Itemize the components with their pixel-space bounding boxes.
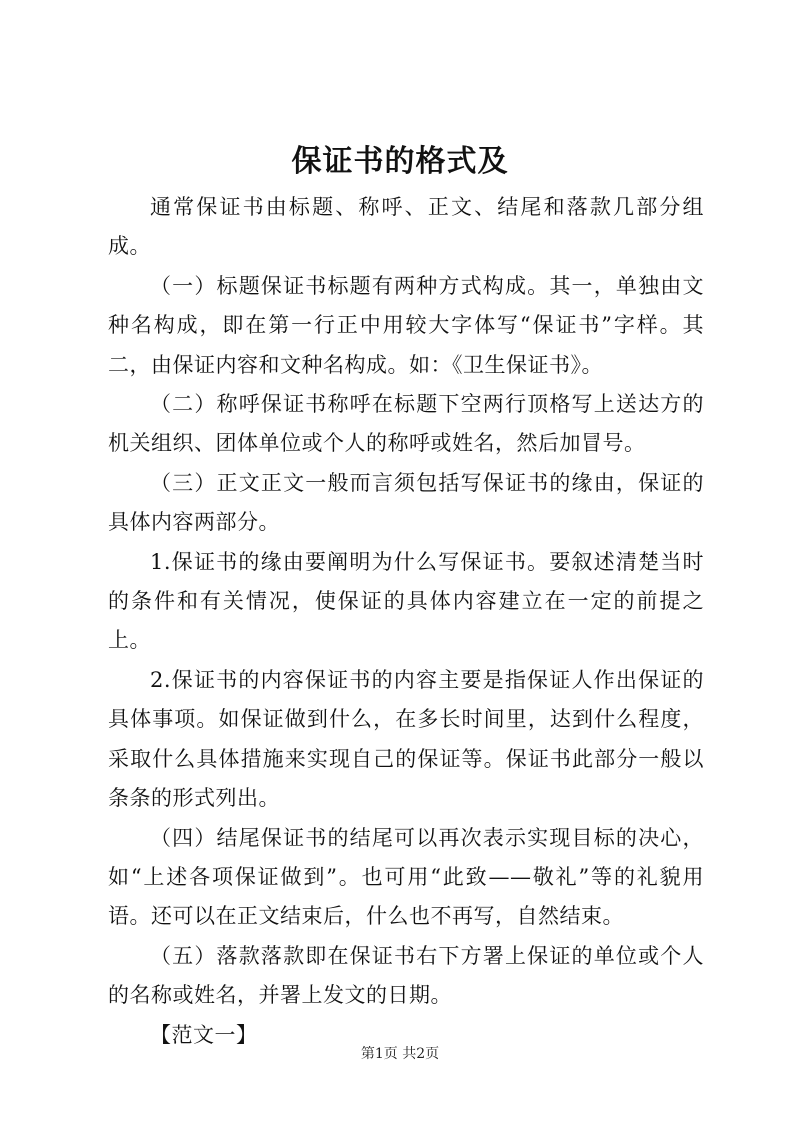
document-title: 保证书的格式及 [291,144,509,179]
paragraph-salutation-section: （二）称呼保证书称呼在标题下空两行顶格写上送达方的机关组织、团体单位或个人的称呼或姓名，然后加冒号。 [108,392,704,456]
paragraph-signature-section: （五）落款落款即在保证书右下方署上保证的单位或个人的名称或姓名，并署上发文的日期。 [108,943,704,1008]
paragraph-reason-item: 1.保证书的缘由要阐明为什么写保证书。要叙述清楚当时的条件和有关情况，使保证的具体内容建立在一定的前提之上。 [108,549,704,653]
paragraph-body-section: （三）正文正文一般而言须包括写保证书的缘由，保证的具体内容两部分。 [108,470,704,535]
paragraph-sample-heading: 【范文一】 [150,1022,258,1047]
page-footer: 第1页 共2页 [360,1046,440,1062]
paragraph-content-item: 2.保证书的内容保证书的内容主要是指保证人作出保证的具体事项。如保证做到什么，在多长时间里，达到什么程度，采取什么具体措施来实现自己的保证等。保证书此部分一般以条条的形式列出。 [108,667,704,811]
paragraph-intro: 通常保证书由标题、称呼、正文、结尾和落款几部分组成。 [108,195,704,259]
paragraph-title-section: （一）标题保证书标题有两种方式构成。其一，单独由文种名构成，即在第一行正中用较大字体写“保证书”字样。其二，由保证内容和文种名构成。如：《卫生保证书》。 [108,273,704,377]
document-body [108,188,704,1055]
paragraph-ending-section: （四）结尾保证书的结尾可以再次表示实现目标的决心，如“上述各项保证做到”。也可用“此致——敬礼”等的礼貌用语。还可以在正文结束后，什么也不再写，自然结束。 [108,825,704,929]
